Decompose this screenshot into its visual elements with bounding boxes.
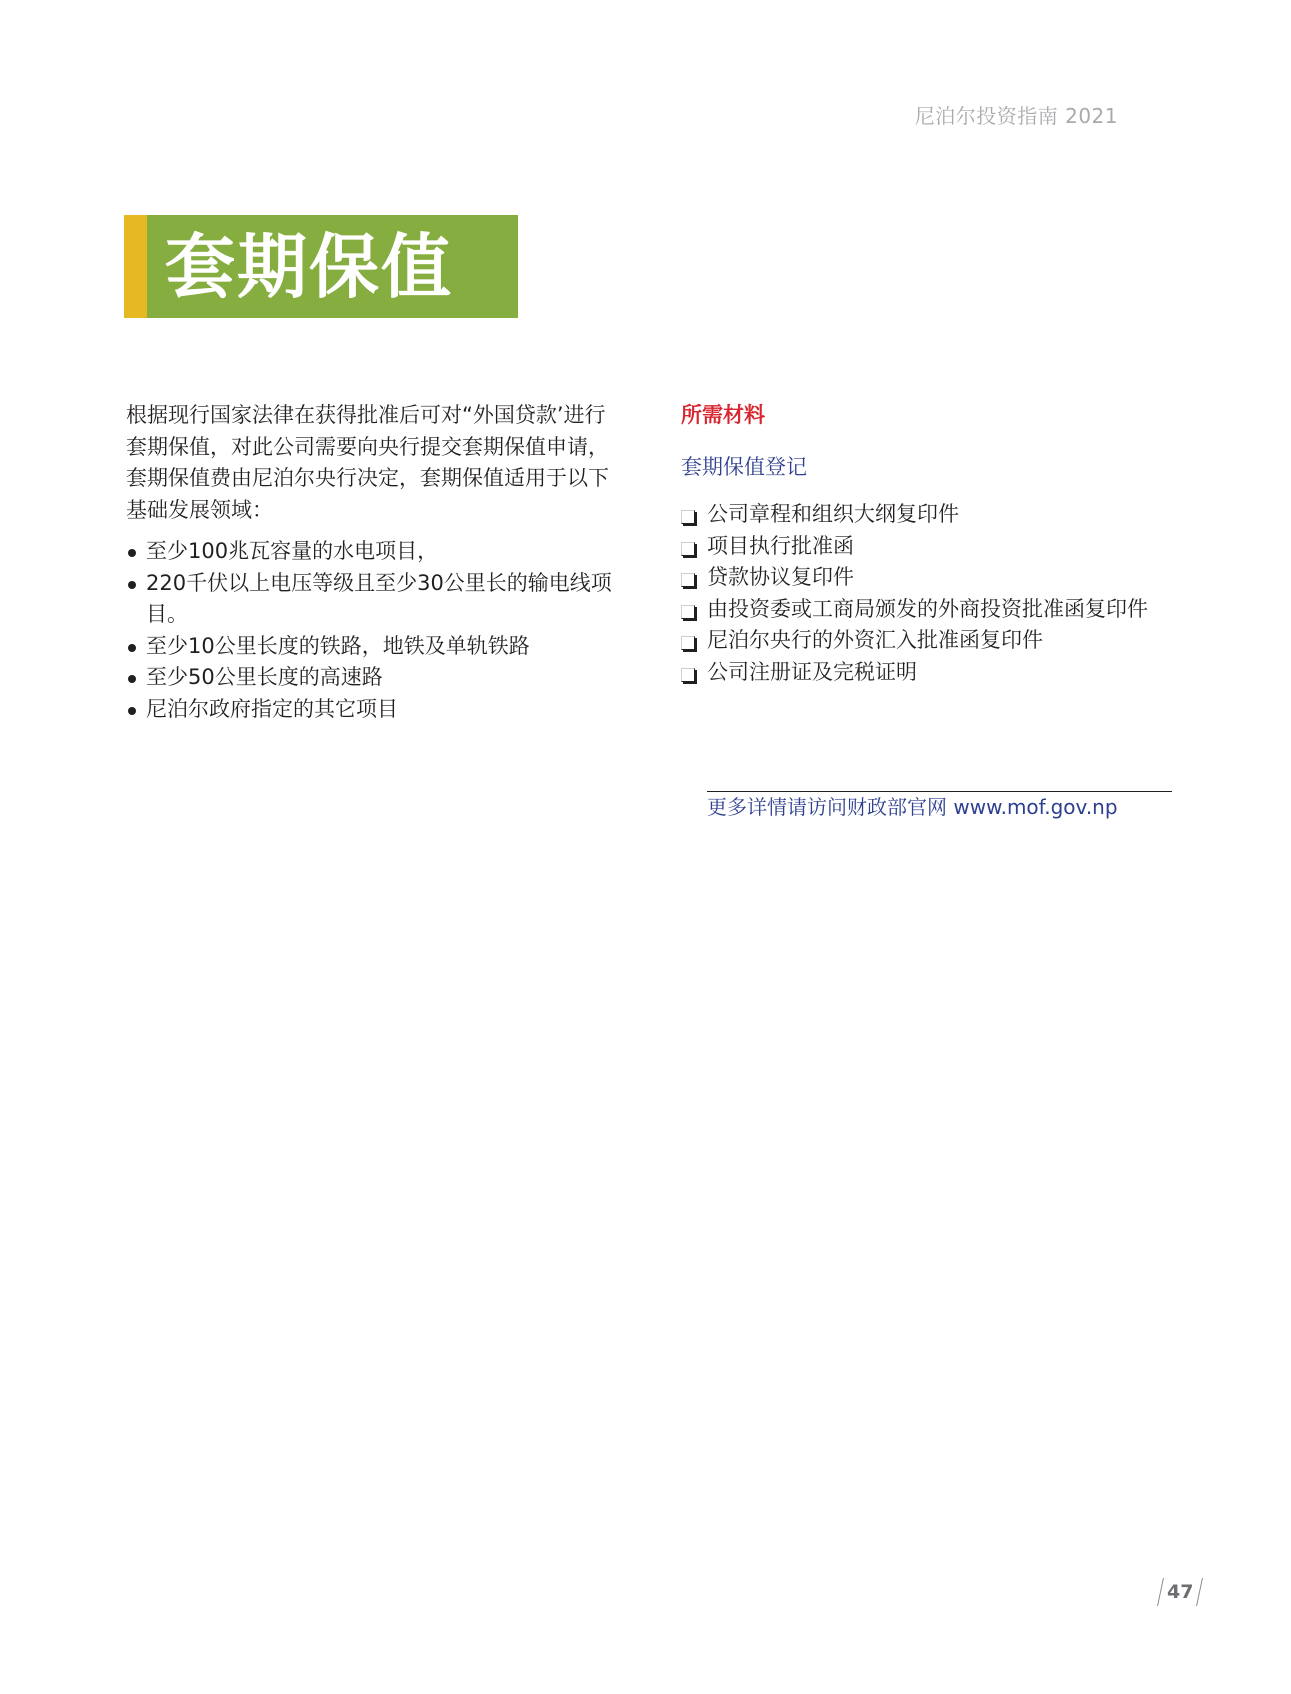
list-item	[126, 536, 626, 568]
checkbox-icon	[681, 510, 695, 524]
sector-list	[126, 536, 626, 725]
checklist-item	[681, 531, 1181, 563]
list-item-text: 尼泊尔政府指定的其它项目	[146, 696, 398, 721]
checklist-item-text: 由投资委或工商局颁发的外商投资批准函复印件	[707, 596, 1148, 621]
materials-heading: 所需材料	[681, 403, 765, 427]
list-item	[126, 662, 626, 694]
bullet-icon	[128, 707, 136, 715]
checklist-item-text: 尼泊尔央行的外资汇入批准函复印件	[707, 628, 1043, 652]
right-column	[681, 400, 1181, 688]
checklist-item	[681, 562, 1181, 594]
list-item-text: 至少10公里长度的铁路，地铁及单轨铁路	[146, 633, 530, 658]
checklist-item	[681, 657, 1181, 689]
list-item-text: 至少50公里长度的高速路	[146, 665, 383, 689]
list-item	[126, 631, 626, 663]
intro-paragraph: 根据现行国家法律在获得批准后可对“外国贷款’进行套期保值，对此公司需要向央行提交套期保值申请，套期保值费由尼泊尔央行决定，套期保值适用于以下基础发展领域：	[126, 403, 609, 522]
bullet-icon	[128, 675, 136, 683]
list-item-text: 220千伏以上电压等级且至少30公里长的输电线项目。	[146, 570, 612, 626]
registration-subheading: 套期保值登记	[681, 455, 807, 479]
checklist-item-text: 公司章程和组织大纲复印件	[707, 502, 959, 526]
list-item	[126, 568, 626, 631]
page-number	[1160, 1578, 1200, 1606]
bullet-icon	[128, 549, 136, 557]
checklist-item-text: 公司注册证及完税证明	[707, 659, 917, 684]
checkbox-icon	[681, 573, 695, 587]
checkbox-icon	[681, 605, 695, 619]
checklist-item	[681, 499, 1181, 531]
running-header: 尼泊尔投资指南 2021	[914, 104, 1118, 128]
checklist-item-text: 贷款协议复印件	[707, 565, 854, 589]
list-item	[126, 694, 626, 726]
page-number-text: 47	[1167, 1581, 1194, 1603]
bullet-icon	[128, 644, 136, 652]
bullet-icon	[128, 581, 136, 589]
checkbox-icon	[681, 636, 695, 650]
checklist-item	[681, 594, 1181, 626]
checkbox-icon	[681, 542, 695, 556]
title-accent-bar	[124, 215, 147, 318]
checkbox-icon	[681, 668, 695, 682]
left-column	[126, 400, 626, 725]
page-title: 套期保值	[165, 225, 453, 308]
checklist-item-text: 项目执行批准函	[707, 533, 854, 558]
checklist-item	[681, 625, 1181, 657]
title-box	[147, 215, 518, 318]
required-documents-checklist	[681, 499, 1181, 688]
more-info-link[interactable]: 更多详情请访问财政部官网 www.mof.gov.np	[707, 795, 1118, 819]
title-banner	[124, 215, 518, 318]
list-item-text: 至少100兆瓦容量的水电项目，	[146, 539, 439, 563]
